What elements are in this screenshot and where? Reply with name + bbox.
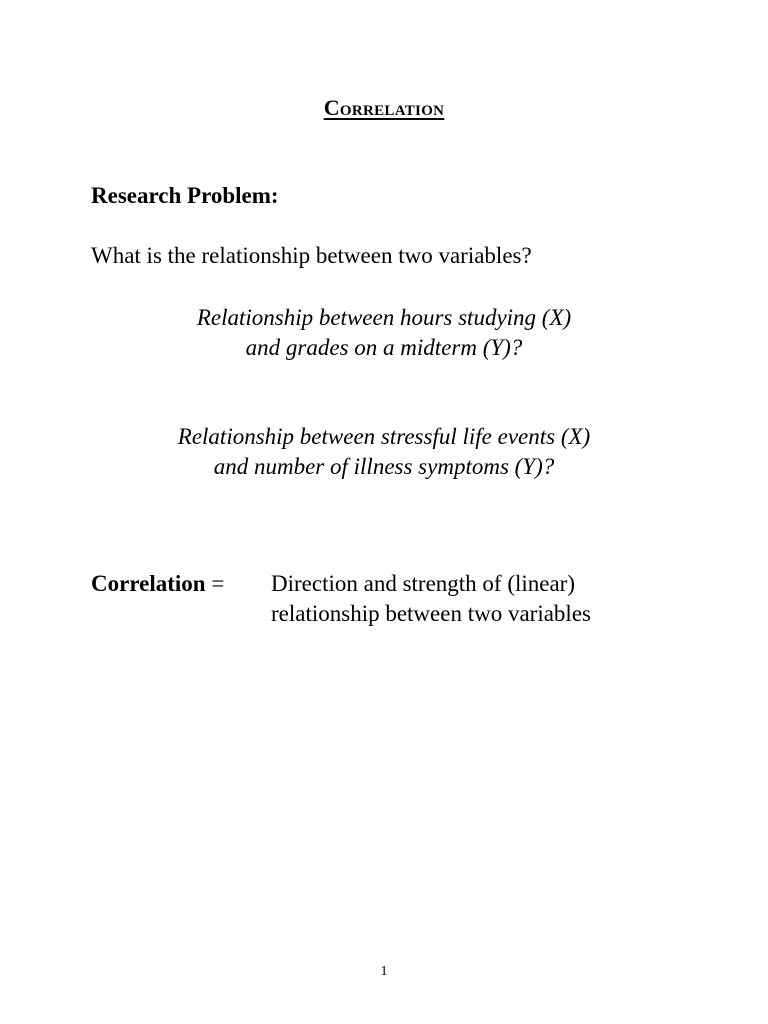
example-1-line-1: Relationship between hours studying (X) — [196, 305, 572, 330]
definition-body — [271, 569, 591, 629]
example-1-line-2: and grades on a midterm (Y)? — [245, 335, 523, 360]
research-question: What is the relationship between two variables? — [91, 243, 532, 268]
definition-separator: = — [205, 571, 225, 596]
example-2-line-2: and number of illness symptoms (Y)? — [213, 454, 555, 479]
definition-line-2: relationship between two variables — [271, 601, 591, 626]
section-heading: Research Problem: — [91, 183, 279, 208]
page-number: 1 — [380, 964, 388, 979]
definition-term-group — [91, 569, 224, 599]
example-2-line-1: Relationship between stressful life events (X) — [177, 424, 591, 449]
example-2 — [0, 422, 768, 482]
page-title: Correlation — [323, 95, 445, 120]
definition-term: Correlation — [91, 571, 206, 596]
definition-line-1: Direction and strength of (linear) — [271, 571, 575, 596]
example-1 — [0, 303, 768, 363]
